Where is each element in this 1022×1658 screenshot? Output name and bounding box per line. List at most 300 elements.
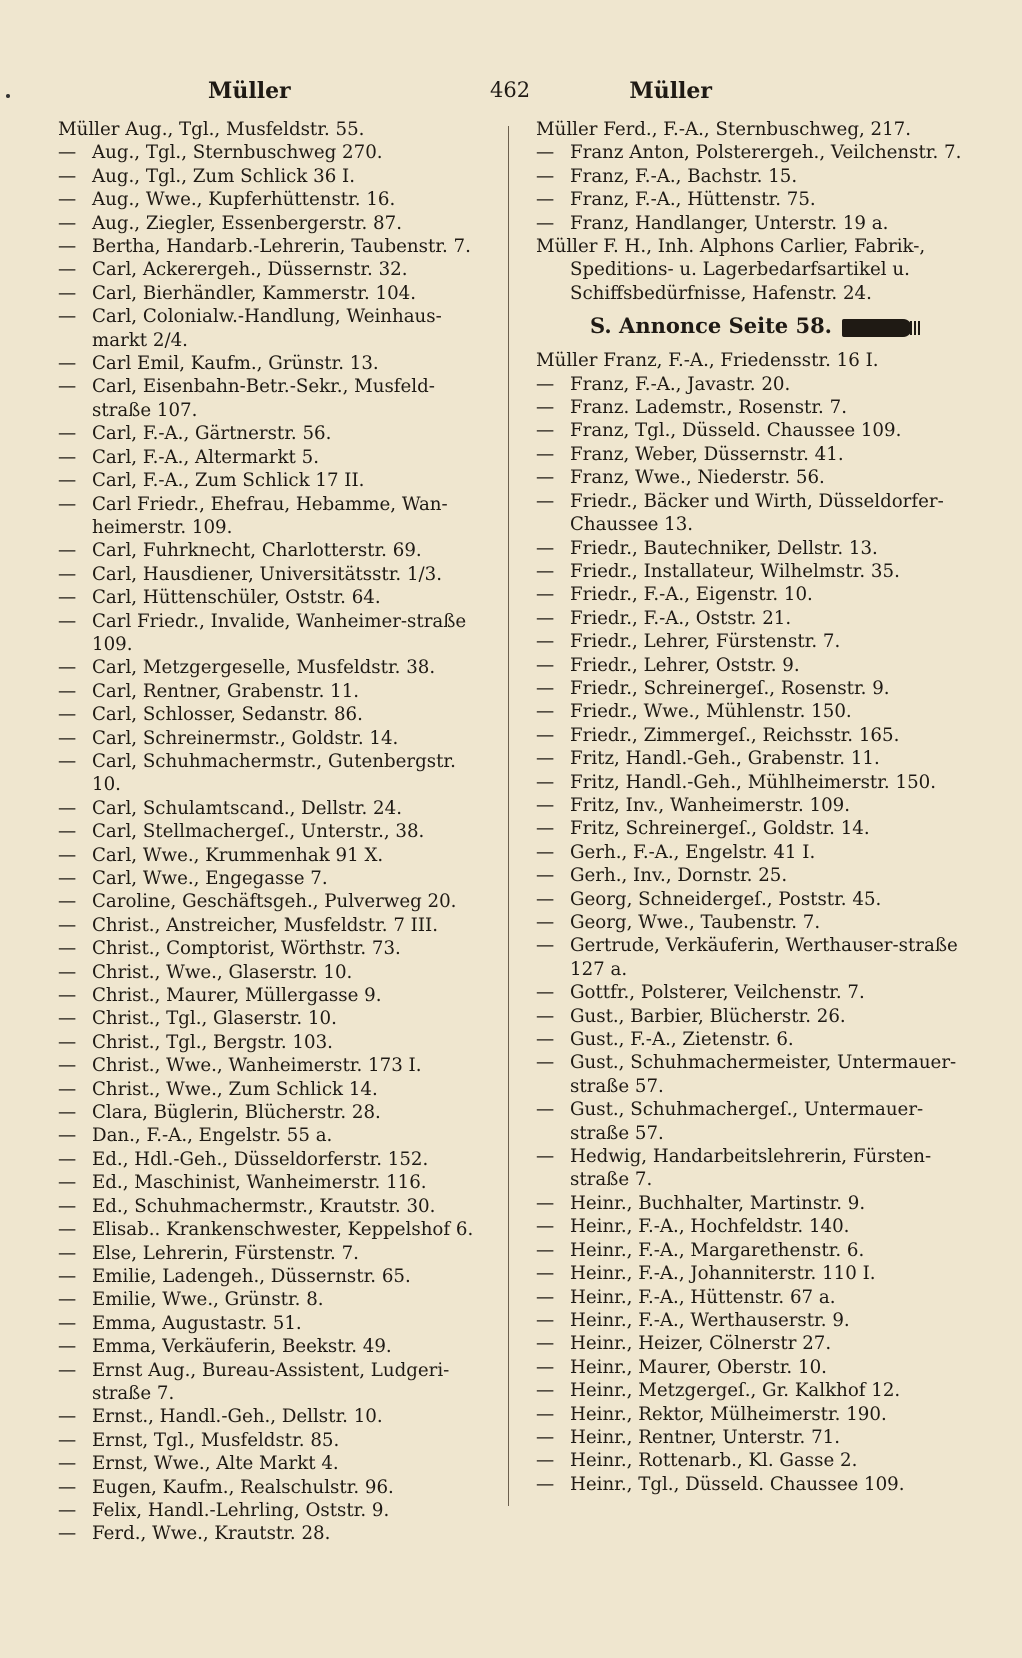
- directory-entry: [536, 1332, 966, 1355]
- ditto-dash: —: [536, 701, 555, 723]
- ditto-dash: —: [58, 282, 77, 304]
- directory-entry: [536, 1005, 966, 1028]
- directory-entry: [536, 911, 966, 934]
- ditto-dash: —: [536, 654, 555, 676]
- entry-text: Else, Lehrerin, Fürstenstr. 7.: [92, 1242, 359, 1264]
- entry-text: Heinr., Rottenarb., Kl. Gasse 2.: [570, 1450, 858, 1472]
- entry-text: Christ., Tgl., Bergstr. 103.: [92, 1031, 333, 1053]
- directory-entry: [58, 1476, 488, 1499]
- directory-entry: [58, 680, 488, 703]
- directory-entry: [58, 703, 488, 726]
- entry-text: Franz, Wwe., Niederstr. 56.: [570, 467, 825, 489]
- ditto-dash: —: [58, 657, 77, 679]
- ditto-dash: —: [536, 1333, 555, 1355]
- entry-text: Friedr., Wwe., Mühlenstr. 150.: [570, 701, 852, 723]
- directory-entry: [536, 888, 966, 911]
- directory-entry: [58, 305, 488, 352]
- entry-text: Heinr., Tgl., Düsseld. Chaussee 109.: [570, 1473, 905, 1495]
- directory-entry: [536, 165, 966, 188]
- entry-text: Carl, Fuhrknecht, Charlotterstr. 69.: [92, 540, 422, 562]
- entry-text: Aug., Wwe., Kupferhüttenstr. 16.: [92, 189, 396, 211]
- directory-entry: [536, 443, 966, 466]
- directory-entry: [58, 165, 488, 188]
- directory-entry: [58, 586, 488, 609]
- directory-entry: [536, 724, 966, 747]
- directory-entry: [58, 1124, 488, 1147]
- entry-text: Ernst, Wwe., Alte Markt 4.: [92, 1453, 339, 1475]
- directory-entry: [58, 1242, 488, 1265]
- directory-entry: [58, 493, 488, 540]
- entry-text: Aug., Tgl., Zum Schlick 36 I.: [92, 165, 356, 187]
- ditto-dash: —: [58, 704, 77, 726]
- directory-entry: [536, 1051, 966, 1098]
- directory-entry: [536, 1192, 966, 1215]
- advertisement-note: [536, 313, 966, 339]
- entry-text: Gottfr., Polsterer, Veilchenstr. 7.: [570, 982, 865, 1004]
- ditto-dash: —: [58, 587, 77, 609]
- ditto-dash: —: [58, 1476, 77, 1498]
- entry-text: Heinr., Metzgergeſ., Gr. Kalkhof 12.: [570, 1380, 901, 1402]
- directory-entry: [536, 1145, 966, 1192]
- directory-entry: [58, 914, 488, 937]
- ditto-dash: —: [536, 189, 555, 211]
- entry-text: Christ., Wwe., Zum Schlick 14.: [92, 1078, 378, 1100]
- directory-entry: [58, 890, 488, 913]
- entry-text: Franz, Weber, Düssernstr. 41.: [570, 443, 844, 465]
- entry-text: Georg, Schneidergeſ., Poststr. 45.: [570, 888, 882, 910]
- ditto-dash: —: [536, 794, 555, 816]
- entry-text: Carl, F.-A., Altermarkt 5.: [92, 446, 319, 468]
- directory-entry: [58, 235, 488, 258]
- ditto-dash: —: [58, 142, 77, 164]
- entry-text: Franz Anton, Polsterergeh., Veilchenstr. 7.: [570, 142, 962, 164]
- ditto-dash: —: [536, 631, 555, 653]
- ditto-dash: —: [536, 888, 555, 910]
- directory-entry: [536, 396, 966, 419]
- directory-entry: [58, 1195, 488, 1218]
- ditto-dash: —: [58, 1078, 77, 1100]
- ditto-dash: —: [536, 865, 555, 887]
- entry-text: Müller Ferd., F.-A., Sternbuschweg, 217.: [536, 119, 912, 140]
- entry-text: Ferd., Wwe., Krautstr. 28.: [92, 1523, 331, 1545]
- directory-entry: [58, 656, 488, 679]
- entry-text: Friedr., Lehrer, Oststr. 9.: [570, 654, 800, 676]
- entry-text: Heinr., F.-A., Werthauserstr. 9.: [570, 1309, 850, 1331]
- ditto-dash: —: [536, 935, 555, 957]
- entry-text: Carl, F.-A., Gärtnerstr. 56.: [92, 423, 332, 445]
- directory-entry: [536, 981, 966, 1004]
- ditto-dash: —: [58, 727, 77, 749]
- directory-entry: [58, 446, 488, 469]
- ditto-dash: —: [58, 189, 77, 211]
- ditto-dash: —: [58, 165, 77, 187]
- ditto-dash: —: [58, 961, 77, 983]
- entry-text: Georg, Wwe., Taubenstr. 7.: [570, 912, 821, 933]
- directory-entry: [536, 1215, 966, 1238]
- right-column-bottom: [536, 349, 966, 1496]
- directory-entry: [536, 700, 966, 723]
- directory-entry: [536, 419, 966, 442]
- column-divider: [508, 126, 509, 1506]
- directory-entry: [536, 1449, 966, 1472]
- entry-text: Aug., Tgl., Sternbuschweg 270.: [92, 142, 383, 164]
- entry-text: Carl Emil, Kaufm., Grünstr. 13.: [92, 353, 379, 375]
- entry-text: Carl Friedr., Invalide, Wanheimer-straße 109.: [92, 610, 467, 655]
- entry-text: Carl Friedr., Ehefrau, Hebamme, Wan-heimerstr. 109.: [92, 493, 448, 538]
- entry-text: Gust., F.-A., Zietenstr. 6.: [570, 1029, 794, 1051]
- entry-text: Heinr., Heizer, Cölnerstr 27.: [570, 1333, 832, 1355]
- directory-entry: [536, 934, 966, 981]
- directory-entry: [58, 1078, 488, 1101]
- directory-entry: [536, 1426, 966, 1449]
- entry-text: Friedr., Bautechniker, Dellstr. 13.: [570, 537, 878, 559]
- directory-entry: [58, 1335, 488, 1358]
- ditto-dash: —: [58, 610, 77, 632]
- directory-entry: [58, 1101, 488, 1124]
- ditto-dash: —: [58, 750, 77, 772]
- entry-text: Carl, Schlosser, Sedanstr. 86.: [92, 704, 363, 726]
- directory-entry: [58, 1452, 488, 1475]
- directory-entry: [58, 1171, 488, 1194]
- ditto-dash: —: [58, 1031, 77, 1053]
- directory-entry: [536, 141, 966, 164]
- directory-entry: [58, 352, 488, 375]
- directory-entry: [536, 654, 966, 677]
- directory-entry: [58, 937, 488, 960]
- directory-entry: [58, 1288, 488, 1311]
- directory-entry: [58, 1522, 488, 1545]
- ditto-dash: —: [58, 1102, 77, 1124]
- directory-entry: [58, 1359, 488, 1406]
- ditto-dash: —: [536, 1263, 555, 1285]
- directory-entry: [58, 188, 488, 211]
- entry-text: Bertha, Handarb.-Lehrerin, Taubenstr. 7.: [92, 236, 471, 258]
- entry-text: Friedr., Schreinergeſ., Rosenstr. 9.: [570, 677, 890, 699]
- entry-text: Carl, Eisenbahn-Betr.-Sekr., Musfeld-straße 107.: [92, 376, 435, 421]
- ditto-dash: —: [58, 493, 77, 515]
- entry-text: Müller Aug., Tgl., Musfeldstr. 55.: [58, 119, 365, 140]
- ditto-dash: —: [536, 1426, 555, 1448]
- ditto-dash: —: [536, 1005, 555, 1027]
- columns: [58, 118, 982, 1546]
- ditto-dash: —: [58, 938, 77, 960]
- ditto-dash: —: [536, 1450, 555, 1472]
- ditto-dash: —: [58, 891, 77, 913]
- entry-text: Franz. Lademstr., Rosenstr. 7.: [570, 397, 847, 419]
- entry-text: Emma, Verkäuferin, Beekstr. 49.: [92, 1336, 392, 1358]
- ditto-dash: —: [58, 1312, 77, 1334]
- directory-entry: [58, 469, 488, 492]
- ditto-dash: —: [536, 982, 555, 1004]
- entry-text: Emilie, Ladengeh., Düssernstr. 65.: [92, 1265, 411, 1287]
- directory-entry: [536, 841, 966, 864]
- entry-text: Heinr., F.-A., Hochfeldstr. 140.: [570, 1216, 850, 1238]
- ditto-dash: —: [536, 607, 555, 629]
- entry-text: Ed., Schuhmachermstr., Krautstr. 30.: [92, 1195, 436, 1217]
- ditto-dash: —: [58, 1453, 77, 1475]
- directory-entry: [536, 188, 966, 211]
- ditto-dash: —: [58, 563, 77, 585]
- entry-text: Carl, Ackerergeh., Düssernstr. 32.: [92, 259, 408, 281]
- ditto-dash: —: [536, 1309, 555, 1331]
- ditto-dash: —: [58, 1429, 77, 1451]
- ditto-dash: —: [58, 868, 77, 889]
- directory-entry: [536, 864, 966, 887]
- entry-text: Carl, Hausdiener, Universitätsstr. 1/3.: [92, 563, 443, 585]
- ditto-dash: —: [536, 1356, 555, 1378]
- entry-text: Friedr., Installateur, Wilhelmstr. 35.: [570, 560, 900, 582]
- entry-text: Aug., Ziegler, Essenbergerstr. 87.: [92, 212, 402, 234]
- entry-text: Franz, F.-A., Hüttenstr. 75.: [570, 189, 816, 211]
- left-column: [58, 118, 488, 1546]
- ditto-dash: —: [58, 1008, 77, 1030]
- entry-text: Christ., Comptorist, Wörthstr. 73.: [92, 938, 401, 960]
- directory-entry: [58, 212, 488, 235]
- ditto-dash: —: [536, 748, 555, 770]
- directory-entry: [58, 1031, 488, 1054]
- ditto-dash: —: [536, 724, 555, 746]
- directory-entry: [536, 1309, 966, 1332]
- directory-entry: [536, 1403, 966, 1426]
- ditto-dash: —: [536, 537, 555, 559]
- ditto-dash: —: [536, 1473, 555, 1495]
- directory-entry: [536, 560, 966, 583]
- ditto-dash: —: [536, 1286, 555, 1308]
- ditto-dash: —: [58, 680, 77, 702]
- directory-entry: [536, 466, 966, 489]
- entry-text: Carl, Hüttenschüler, Oststr. 64.: [92, 587, 381, 609]
- directory-entry: [58, 867, 488, 890]
- directory-entry: [536, 1262, 966, 1285]
- ditto-dash: —: [536, 1216, 555, 1238]
- entry-text: Franz, F.-A., Javastr. 20.: [570, 373, 791, 395]
- directory-entry: [58, 610, 488, 657]
- ditto-dash: —: [58, 1195, 77, 1217]
- header-right-word: Müller: [629, 78, 712, 104]
- directory-entry: [536, 747, 966, 770]
- ditto-dash: —: [536, 1099, 555, 1121]
- ditto-dash: —: [58, 1499, 77, 1521]
- directory-entry: [536, 794, 966, 817]
- ditto-dash: —: [536, 1239, 555, 1261]
- directory-entry: [536, 583, 966, 606]
- ditto-dash: —: [58, 1406, 77, 1428]
- ditto-dash: —: [58, 353, 77, 375]
- directory-entry: [536, 349, 966, 372]
- entry-text: Clara, Büglerin, Blücherstr. 28.: [92, 1102, 381, 1124]
- entry-text: Felix, Handl.-Lehrling, Oststr. 9.: [92, 1499, 390, 1521]
- entry-text: Carl, Metzgergeselle, Musfeldstr. 38.: [92, 657, 436, 679]
- directory-entry: [536, 373, 966, 396]
- directory-entry: [58, 1218, 488, 1241]
- entry-text: Ed., Maschinist, Wanheimerstr. 116.: [92, 1172, 427, 1194]
- ditto-dash: —: [58, 1242, 77, 1264]
- entry-text: Ernst., Handl.-Geh., Dellstr. 10.: [92, 1406, 383, 1428]
- directory-entry: [536, 235, 966, 305]
- directory-entry: [58, 1007, 488, 1030]
- entry-text: Carl, Schuhmachermstr., Gutenbergstr. 10.: [92, 750, 456, 796]
- ditto-dash: —: [58, 306, 77, 328]
- page-number: 462: [490, 78, 531, 102]
- directory-entry: [58, 820, 488, 843]
- directory-entry: [58, 797, 488, 820]
- ditto-dash: —: [58, 1172, 77, 1194]
- entry-text: Franz, F.-A., Bachstr. 15.: [570, 165, 798, 187]
- entry-text: Carl, Wwe., Engegasse 7.: [92, 868, 328, 889]
- entry-text: Heinr., F.-A., Johanniterstr. 110 I.: [570, 1263, 876, 1285]
- entry-text: Emilie, Wwe., Grünstr. 8.: [92, 1289, 324, 1311]
- ditto-dash: —: [58, 446, 77, 468]
- ditto-dash: —: [536, 771, 555, 793]
- entry-text: Carl, Schreinermstr., Goldstr. 14.: [92, 727, 399, 749]
- entry-text: Heinr., Rektor, Mülheimerstr. 190.: [570, 1403, 887, 1425]
- ditto-dash: —: [58, 844, 77, 866]
- entry-text: Carl, Wwe., Krummenhak 91 X.: [92, 844, 384, 866]
- entry-text: Gertrude, Verkäuferin, Werthauser-straße 127 a.: [570, 935, 958, 980]
- entry-text: Friedr., Lehrer, Fürstenstr. 7.: [570, 631, 841, 653]
- entry-text: Gust., Barbier, Blücherstr. 26.: [570, 1005, 846, 1027]
- directory-entry: [58, 118, 488, 141]
- right-column: [536, 118, 966, 1546]
- directory-entry: [536, 490, 966, 537]
- directory-entry: [536, 1098, 966, 1145]
- ditto-dash: —: [58, 797, 77, 819]
- ditto-dash: —: [536, 212, 555, 234]
- ditto-dash: —: [58, 985, 77, 1007]
- directory-entry: [536, 1239, 966, 1262]
- entry-text: Friedr., F.-A., Eigenstr. 10.: [570, 584, 813, 606]
- entry-text: Franz, Tgl., Düsseld. Chaussee 109.: [570, 420, 902, 442]
- ditto-dash: —: [58, 376, 77, 398]
- directory-entry: [58, 563, 488, 586]
- directory-entry: [58, 1265, 488, 1288]
- ditto-dash: —: [536, 818, 555, 840]
- directory-entry: [58, 961, 488, 984]
- entry-text: Eugen, Kaufm., Realschulstr. 96.: [92, 1476, 394, 1498]
- directory-entry: [536, 118, 966, 141]
- entry-text: Caroline, Geschäftsgeh., Pulverweg 20.: [92, 891, 457, 913]
- entry-text: Hedwig, Handarbeitslehrerin, Fürsten-straße 7.: [570, 1146, 932, 1191]
- header-left-word: Müller: [208, 78, 291, 104]
- entry-text: Friedr., Bäcker und Wirth, Düsseldorfer-Chaussee 13.: [570, 490, 944, 536]
- ditto-dash: —: [58, 821, 77, 843]
- entry-text: Heinr., Rentner, Unterstr. 71.: [570, 1426, 841, 1448]
- entry-text: Carl, Colonialw.-Handlung, Weinhaus-markt 2/4.: [92, 306, 442, 351]
- entry-text: Ed., Hdl.-Geh., Düsseldorferstr. 152.: [92, 1148, 429, 1170]
- ditto-dash: —: [536, 373, 555, 395]
- page-header: [58, 78, 982, 118]
- directory-entry: [58, 727, 488, 750]
- ditto-dash: —: [58, 259, 77, 281]
- ditto-dash: —: [58, 470, 77, 492]
- directory-entry: [536, 677, 966, 700]
- ditto-dash: —: [536, 443, 555, 465]
- ditto-dash: —: [536, 1380, 555, 1402]
- ditto-dash: —: [58, 236, 77, 258]
- ditto-dash: —: [58, 1359, 77, 1381]
- advertisement-note-text: S. Annonce Seite 58.: [589, 313, 832, 339]
- ditto-dash: —: [536, 584, 555, 606]
- pointing-hand-icon: [842, 319, 912, 337]
- entry-text: Gerh., Inv., Dornstr. 25.: [570, 865, 788, 887]
- entry-text: Carl, Rentner, Grabenstr. 11.: [92, 680, 360, 702]
- directory-entry: [58, 141, 488, 164]
- ditto-dash: —: [536, 1029, 555, 1051]
- directory-entry: [58, 1312, 488, 1335]
- ditto-dash: —: [58, 423, 77, 445]
- directory-entry: [536, 537, 966, 560]
- ditto-dash: —: [58, 914, 77, 936]
- directory-entry: [536, 630, 966, 653]
- ink-dot: [6, 94, 10, 98]
- ditto-dash: —: [536, 1403, 555, 1425]
- directory-entry: [536, 1473, 966, 1496]
- directory-entry: [536, 212, 966, 235]
- ditto-dash: —: [58, 540, 77, 562]
- directory-entry: [536, 607, 966, 630]
- entry-text: Müller F. H., Inh. Alphons Carlier, Fabrik-, Speditions- u. Lagerbedarfsartikel u. Schiffsbedürfnisse, Hafenstr. 24.: [536, 236, 926, 304]
- directory-entry: [536, 1356, 966, 1379]
- directory-entry: [58, 1499, 488, 1522]
- entry-text: Heinr., F.-A., Hüttenstr. 67 a.: [570, 1286, 836, 1308]
- entry-text: Christ., Tgl., Glaserstr. 10.: [92, 1008, 337, 1030]
- directory-entry: [58, 539, 488, 562]
- entry-text: Carl, F.-A., Zum Schlick 17 II.: [92, 470, 365, 492]
- entry-text: Carl, Stellmachergeſ., Unterstr., 38.: [92, 821, 425, 843]
- directory-entry: [58, 1405, 488, 1428]
- ditto-dash: —: [536, 490, 555, 512]
- entry-text: Gerh., F.-A., Engelstr. 41 I.: [570, 841, 816, 863]
- entry-text: Christ., Anstreicher, Musfeldstr. 7 III.: [92, 914, 439, 936]
- entry-text: Ernst, Tgl., Musfeldstr. 85.: [92, 1429, 340, 1451]
- ditto-dash: —: [536, 467, 555, 489]
- ditto-dash: —: [536, 397, 555, 419]
- ditto-dash: —: [58, 1336, 77, 1358]
- directory-entry: [58, 1148, 488, 1171]
- ditto-dash: —: [536, 841, 555, 863]
- entry-text: Ernst Aug., Bureau-Assistent, Ludgeri-straße 7.: [92, 1359, 450, 1404]
- entry-text: Dan., F.-A., Engelstr. 55 a.: [92, 1125, 333, 1147]
- ditto-dash: —: [58, 1219, 77, 1241]
- entry-text: Christ., Maurer, Müllergasse 9.: [92, 985, 382, 1007]
- entry-text: Carl, Schulamtscand., Dellstr. 24.: [92, 797, 402, 819]
- directory-entry: [58, 375, 488, 422]
- directory-entry: [58, 1054, 488, 1077]
- directory-entry: [536, 1286, 966, 1309]
- entry-text: Fritz, Schreinergeſ., Goldstr. 14.: [570, 818, 870, 840]
- entry-text: Christ., Wwe., Glaserstr. 10.: [92, 961, 353, 983]
- entry-text: Christ., Wwe., Wanheimerstr. 173 I.: [92, 1055, 422, 1077]
- entry-text: Fritz, Handl.-Geh., Mühlheimerstr. 150.: [570, 771, 936, 793]
- ditto-dash: —: [58, 1055, 77, 1077]
- ditto-dash: —: [536, 1052, 555, 1074]
- entry-text: Emma, Augustastr. 51.: [92, 1312, 302, 1334]
- entry-text: Müller Franz, F.-A., Friedensstr. 16 I.: [536, 350, 879, 372]
- ditto-dash: —: [536, 165, 555, 187]
- ditto-dash: —: [58, 1289, 77, 1311]
- ditto-dash: —: [536, 560, 555, 582]
- entry-text: Franz, Handlanger, Unterstr. 19 a.: [570, 212, 889, 234]
- entry-text: Heinr., Buchhalter, Martinstr. 9.: [570, 1192, 866, 1214]
- entry-text: Fritz, Handl.-Geh., Grabenstr. 11.: [570, 748, 880, 770]
- directory-entry: [536, 1379, 966, 1402]
- entry-text: Elisab.. Krankenschwester, Keppelshof 6.: [92, 1219, 474, 1241]
- ditto-dash: —: [58, 1523, 77, 1545]
- ditto-dash: —: [58, 212, 77, 234]
- ditto-dash: —: [58, 1125, 77, 1147]
- ditto-dash: —: [58, 1265, 77, 1287]
- entry-text: Fritz, Inv., Wanheimerstr. 109.: [570, 794, 851, 816]
